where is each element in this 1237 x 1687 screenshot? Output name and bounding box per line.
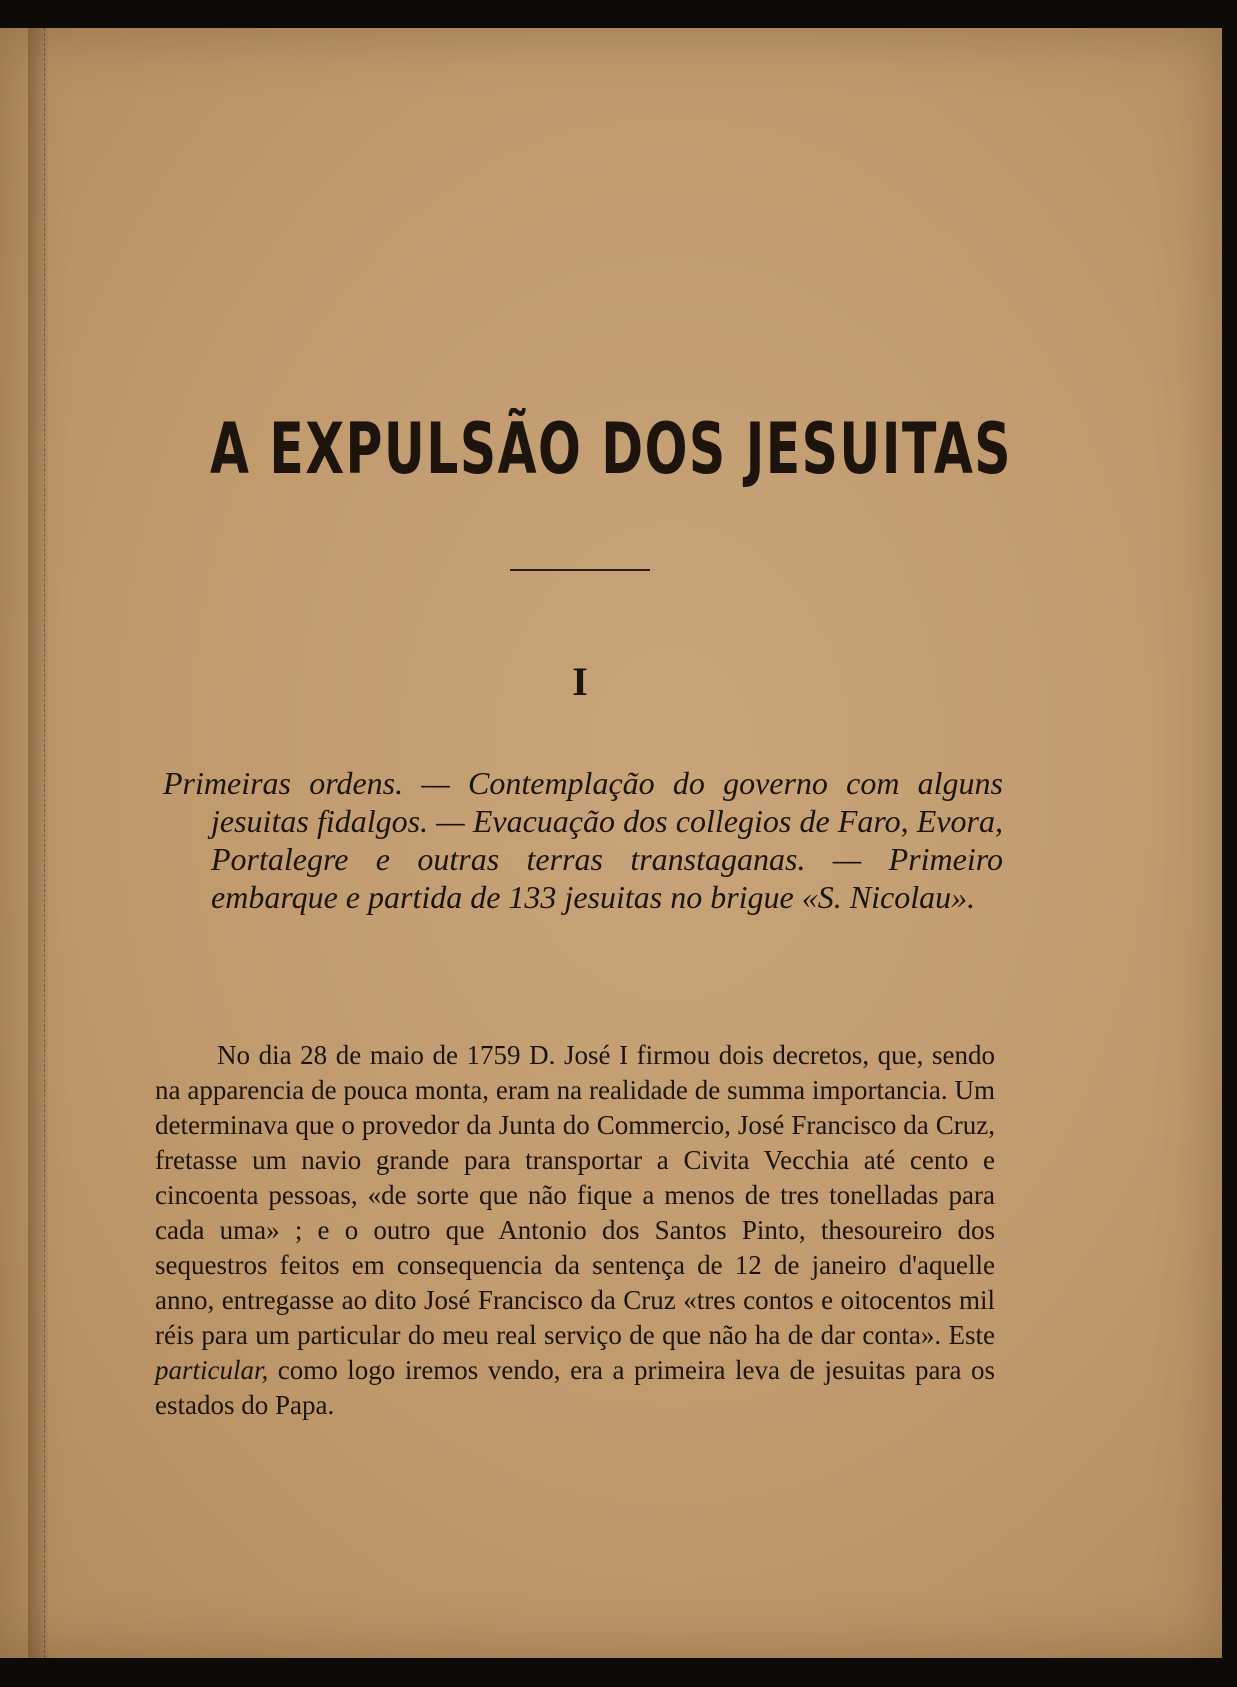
chapter-summary: [163, 764, 1003, 916]
body-paragraph: [155, 1038, 995, 1423]
page-title: A EXPULSÃO DOS JESUITAS: [209, 408, 1013, 490]
body-emphasis: particular,: [155, 1355, 269, 1385]
title-divider: [510, 569, 650, 571]
page-binding-edge: [28, 28, 48, 1658]
book-page: [0, 28, 1222, 1658]
body-text-part-2: como logo iremos vendo, era a primeira leva de jesuitas para os estados do Papa.: [155, 1355, 996, 1420]
chapter-number: I: [572, 659, 588, 704]
body-text-part-1: No dia 28 de maio de 1759 D. José I firmou dois decretos, que, sendo na apparencia de pouca monta, eram na realidade de summa importancia. Um determinava que o provedor da Junta do Commercio, José Francisco da Cruz, fretasse um navio grande para transportar a Civita Vecchia até cento e cincoenta pessoas, «de sorte que não fique a menos de tres tonelladas para cada uma» ; e o outro que Antonio dos Santos Pinto, thesoureiro dos sequestros feitos em consequencia da sentença de 12 de janeiro d'aquelle anno, entregasse ao dito José Francisco da Cruz «tres contos e oitocentos mil réis para um particular do meu real serviço de que não ha de dar conta». Este: [155, 1040, 995, 1350]
chapter-summary-text: Primeiras ordens. — Contemplação do governo com alguns jesuitas fidalgos. — Evacuação dos collegios de Faro, Evora, Portalegre e outras terras transtaganas. — Primeiro embarque e partida de 133 jesuitas no brigue «S. Nicolau».: [163, 765, 1003, 915]
